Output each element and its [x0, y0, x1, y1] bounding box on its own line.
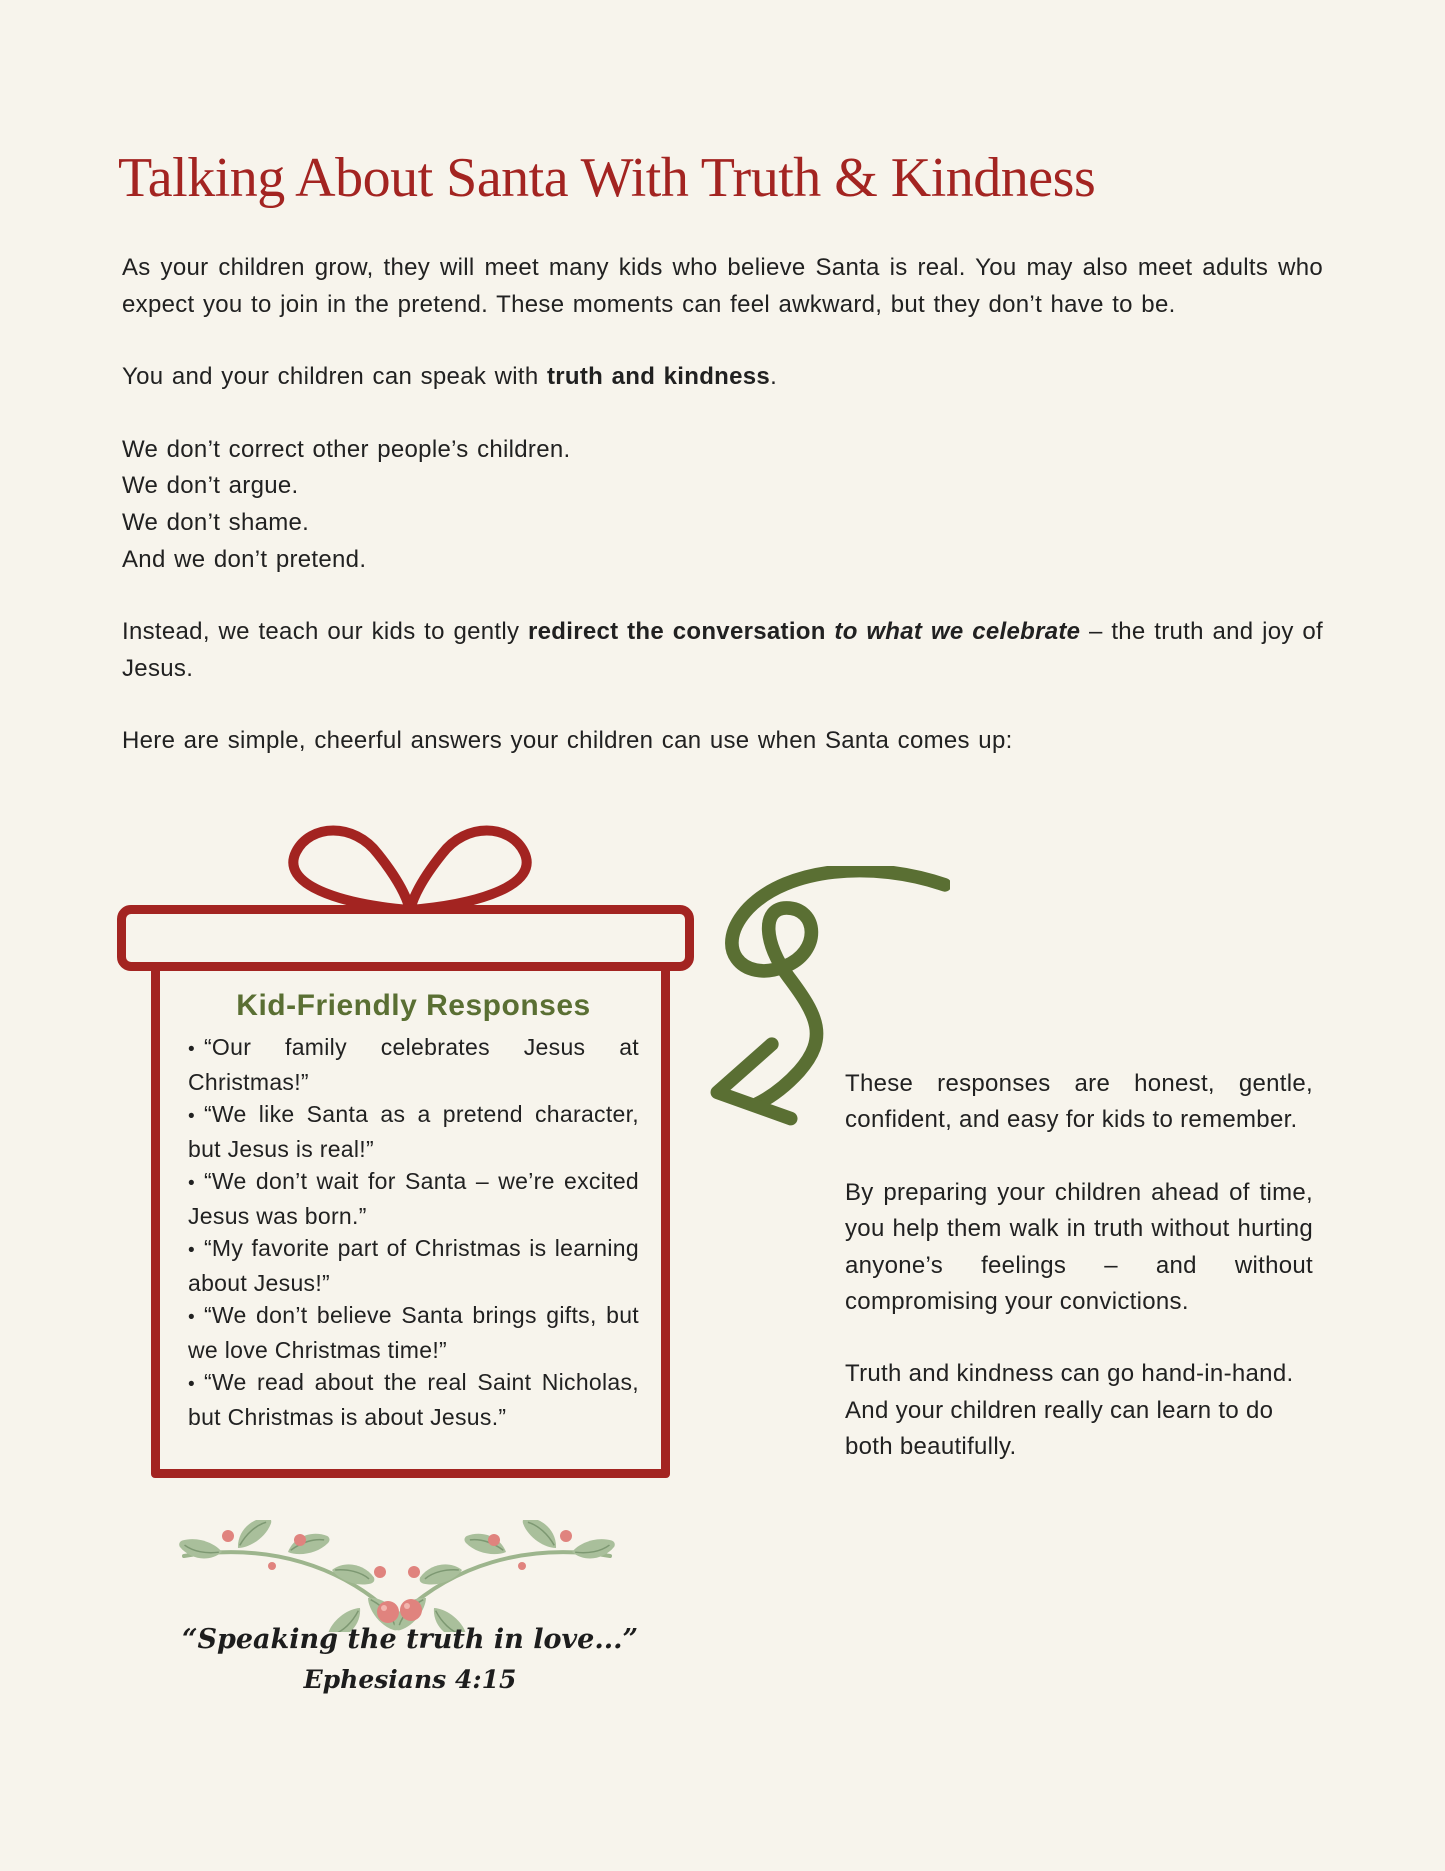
response-item: [188, 1098, 639, 1165]
intro-section: [122, 250, 1323, 796]
response-text: “We like Santa as a pretend character, but Jesus is real!”: [188, 1101, 639, 1162]
gift-box-panel: [151, 960, 670, 1478]
refusal-lines: [122, 432, 1323, 578]
bullet-icon: •: [188, 1106, 195, 1127]
intro-p4-bold: redirect the conversation: [528, 618, 835, 646]
intro-paragraph-2: [122, 359, 1323, 396]
response-text: “My favorite part of Christmas is learning about Jesus!”: [188, 1235, 639, 1296]
refusal-line: We don’t argue.: [122, 472, 299, 500]
intro-paragraph-4: [122, 614, 1323, 687]
response-text: “Our family celebrates Jesus at Christmas!”: [188, 1034, 639, 1095]
refusal-line: And we don’t pretend.: [122, 545, 367, 573]
right-p3-line: And your children really can learn to do both beautifully.: [845, 1396, 1274, 1461]
bullet-icon: •: [188, 1240, 195, 1261]
response-item: [188, 1299, 639, 1366]
bullet-icon: •: [188, 1173, 195, 1194]
response-text: “We read about the real Saint Nicholas, but Christmas is about Jesus.”: [188, 1369, 639, 1430]
right-p3-line: Truth and kindness can go hand-in-hand.: [845, 1360, 1294, 1388]
intro-p4-prefix: Instead, we teach our kids to gently: [122, 618, 529, 646]
page-title: Talking About Santa With Truth & Kindness: [118, 146, 1096, 209]
refusal-line: We don’t correct other people’s children.: [122, 435, 571, 463]
intro-paragraph-5: Here are simple, cheerful answers your children can use when Santa comes up:: [122, 727, 1013, 755]
response-item: [188, 1366, 639, 1433]
gift-box-heading: Kid-Friendly Responses: [236, 989, 591, 1022]
right-paragraph-2: By preparing your children ahead of time, you help them walk in truth without hurting anyone’s feelings – and without compromising your convictions.: [845, 1178, 1313, 1316]
bullet-icon: •: [188, 1039, 195, 1060]
response-text: “We don’t believe Santa brings gifts, but we love Christmas time!”: [188, 1302, 639, 1363]
bullet-icon: •: [188, 1374, 195, 1395]
bullet-icon: •: [188, 1307, 195, 1328]
response-item: [188, 1232, 639, 1299]
right-column: [845, 1066, 1313, 1466]
intro-paragraph-1: As your children grow, they will meet many kids who believe Santa is real. You may also meet adults who expect you to join in the pretend. These moments can feel awkward, but they don’t have to be.: [122, 254, 1323, 318]
scripture-quote: [150, 1624, 670, 1694]
response-item: [188, 1165, 639, 1232]
intro-p2-prefix: You and your children can speak with: [122, 363, 547, 391]
intro-p2-suffix: .: [770, 363, 778, 391]
response-item: [188, 1031, 639, 1098]
response-text: “We don’t wait for Santa – we’re excited Jesus was born.”: [188, 1168, 639, 1229]
intro-p4-suffix: – the truth and joy of Jesus.: [122, 618, 1323, 682]
right-paragraph-3: [845, 1356, 1313, 1465]
gift-lid: [117, 905, 694, 971]
refusal-line: We don’t shame.: [122, 508, 310, 536]
gift-bow-icon: [266, 814, 554, 916]
intro-p2-bold: truth and kindness: [546, 363, 771, 391]
right-paragraph-1: These responses are honest, gentle, confident, and easy for kids to remember.: [845, 1070, 1313, 1134]
intro-p4-bold-italic: to what we celebrate: [834, 618, 1081, 646]
quote-reference: Ephesians 4:15: [303, 1665, 517, 1694]
quote-text: “Speaking the truth in love...”: [181, 1624, 639, 1655]
holly-divider-icon: [172, 1520, 622, 1632]
